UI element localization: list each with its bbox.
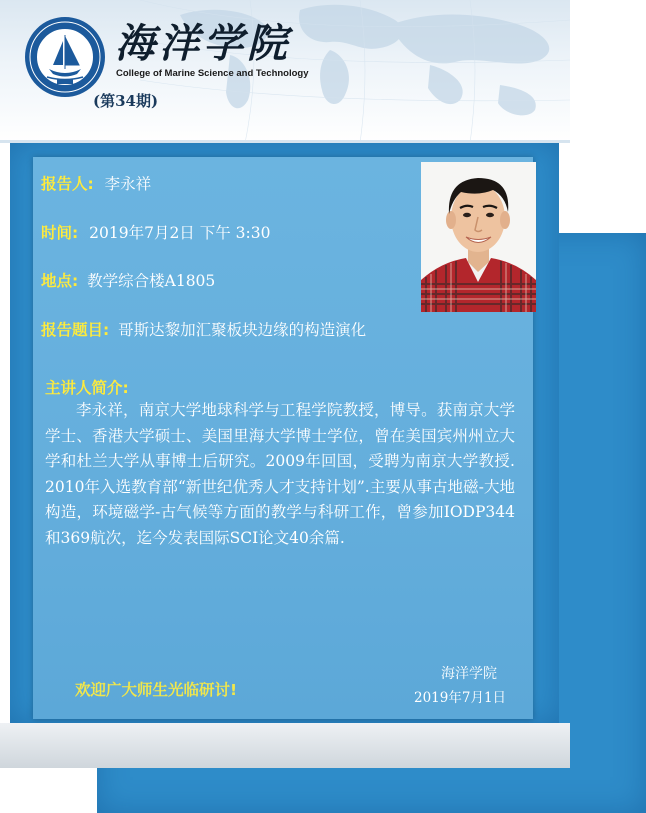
time-row xyxy=(41,221,270,243)
poster-header xyxy=(0,0,570,143)
college-english-name: College of Marine Science and Technology xyxy=(116,68,309,79)
forum-title xyxy=(87,90,158,111)
topic-row xyxy=(41,318,366,340)
notice-date: 2019年7月1日 xyxy=(414,690,507,706)
forum-issue-number: (第34期) xyxy=(93,92,159,110)
time-label: 时间: xyxy=(41,224,79,242)
topic-value: 哥斯达黎加汇聚板块边缘的构造演化 xyxy=(118,321,367,339)
speaker-photo xyxy=(421,162,536,312)
place-label: 地点: xyxy=(41,272,79,290)
place-value: 教学综合楼A1805 xyxy=(87,272,216,290)
place-row xyxy=(41,269,215,291)
university-logo xyxy=(25,17,105,97)
time-value: 2019年7月2日 下午 3:30 xyxy=(89,224,271,242)
bio-heading: 主讲人简介: xyxy=(45,379,129,397)
speaker-label: 报告人: xyxy=(41,175,94,193)
poster-footer-band xyxy=(0,723,570,768)
welcome-message: 欢迎广大师生光临研讨! xyxy=(75,681,238,699)
college-logo-calligraphy: 海洋学院 xyxy=(115,20,291,67)
organizer-signature: 海洋学院 xyxy=(441,666,497,682)
speaker-row xyxy=(41,172,151,194)
speaker-name: 李永祥 xyxy=(104,175,152,193)
topic-label: 报告题目: xyxy=(41,321,110,339)
bio-paragraph: 李永祥，南京大学地球科学与工程学院教授，博导。获南京大学学士、香港大学硕士、美国里海大学博士学位，曾在美国宾州州立大学和杜兰大学从事博士后研究。2009年回国，受聘为南京大学教授. 2010年入选教育部“新世纪优秀人才支持计划”.主要从事古地磁-大地构造，环境磁学-古气候等方面的教学与科研工作，曾参加IODP344和369航次，迄今发表国际SCI论文40余篇. xyxy=(45,401,515,547)
